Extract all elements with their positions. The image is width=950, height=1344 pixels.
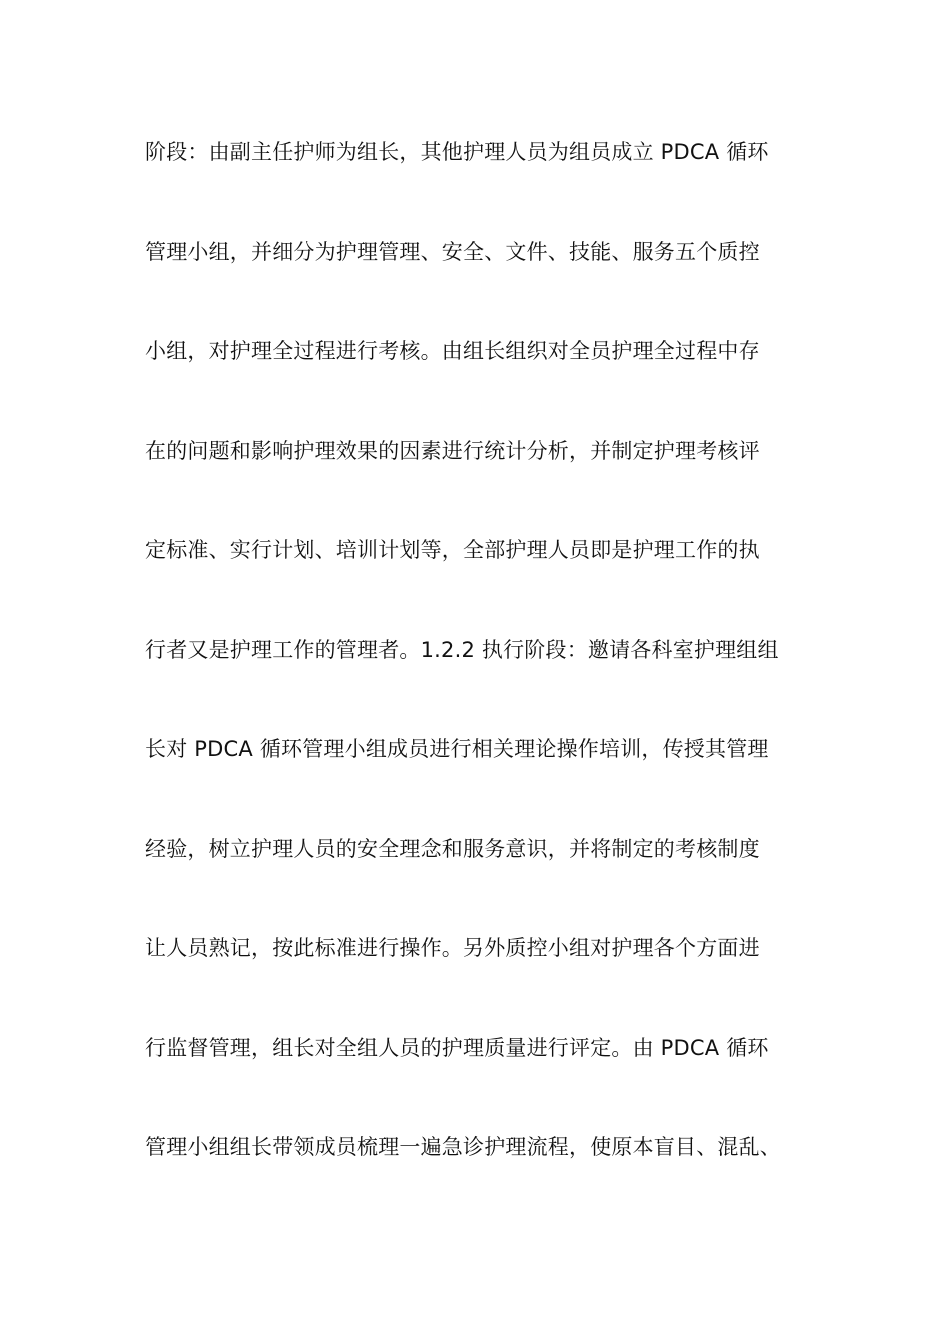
text-line: 在的问题和影响护理效果的因素进行统计分析，并制定护理考核评 [145, 438, 760, 463]
text-line: 行监督管理，组长对全组人员的护理质量进行评定。由 PDCA 循环 [145, 1035, 769, 1060]
text-line: 让人员熟记，按此标准进行操作。另外质控小组对护理各个方面进 [145, 936, 760, 960]
text-line: 经验，树立护理人员的安全理念和服务意识，并将制定的考核制度 [145, 836, 760, 861]
body-text [145, 130, 845, 1225]
text-line: 管理小组组长带领成员梳理一遍急诊护理流程，使原本盲目、混乱、 [145, 1135, 781, 1159]
text-line: 小组，对护理全过程进行考核。由组长组织对全员护理全过程中存 [145, 339, 760, 363]
text-line: 行者又是护理工作的管理者。1.2.2 执行阶段：邀请各科室护理组组 [145, 637, 779, 662]
text-line: 定标准、实行计划、培训计划等，全部护理人员即是护理工作的执 [145, 538, 760, 562]
text-line: 长对 PDCA 循环管理小组成员进行相关理论操作培训，传授其管理 [145, 737, 769, 761]
text-line: 管理小组，并细分为护理管理、安全、文件、技能、服务五个质控 [145, 239, 760, 264]
text-line: 阶段：由副主任护师为组长，其他护理人员为组员成立 PDCA 循环 [145, 140, 769, 164]
